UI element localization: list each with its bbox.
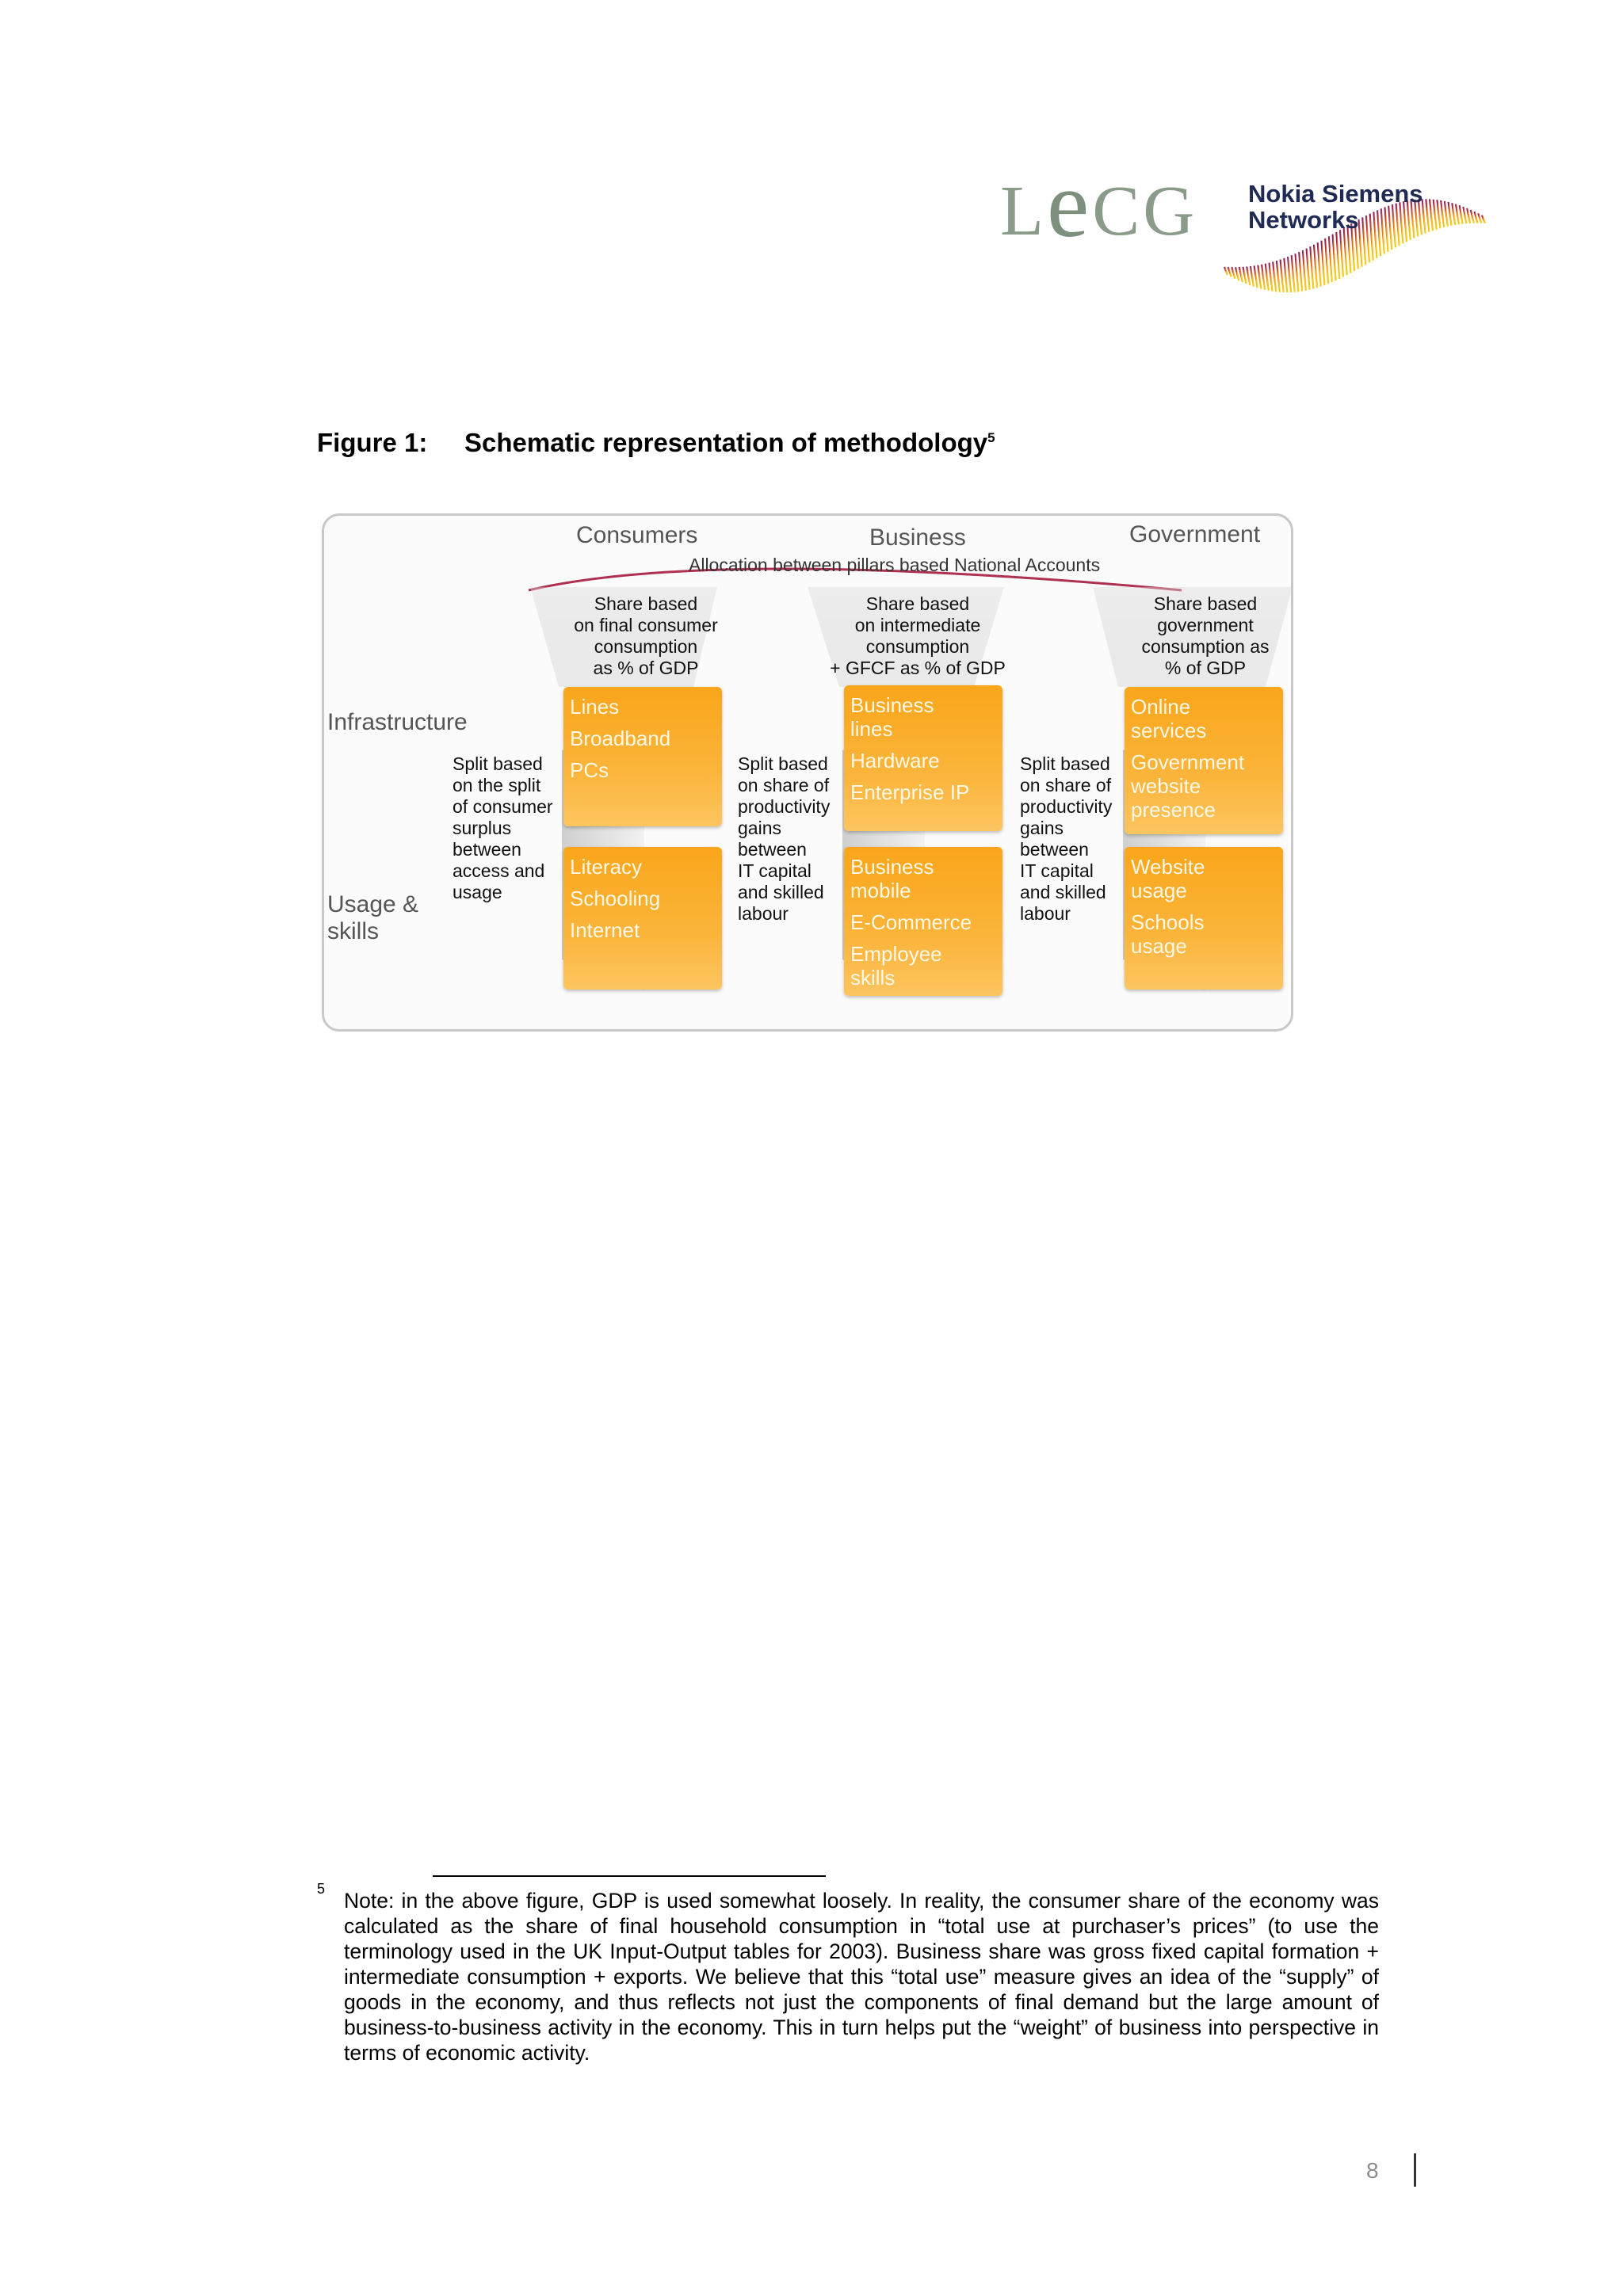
box-consumers-usage bbox=[563, 847, 722, 990]
methodology-diagram bbox=[322, 513, 1293, 1032]
wave-stripe bbox=[1329, 236, 1332, 282]
box-item: Literacy bbox=[570, 855, 643, 879]
box-item: Business lines bbox=[850, 693, 934, 741]
pillar-business: Business bbox=[869, 524, 966, 551]
wave-stripe bbox=[1471, 210, 1474, 223]
wave-stripe bbox=[1437, 200, 1440, 228]
wave-stripe bbox=[1445, 201, 1448, 227]
wave-stripe bbox=[1239, 267, 1243, 282]
government-split-text: Split based on share of productivity gains between IT capital and skilled labour bbox=[1020, 753, 1113, 924]
wave-stripe bbox=[1288, 257, 1291, 292]
box-item: Online services bbox=[1131, 695, 1207, 742]
wave-stripe bbox=[1344, 228, 1347, 276]
wave-stripe bbox=[1299, 252, 1302, 291]
box-item: Schooling bbox=[570, 887, 661, 910]
wave-stripe bbox=[1336, 232, 1339, 279]
wave-stripe bbox=[1434, 200, 1437, 230]
page-number-bar bbox=[1414, 2153, 1416, 2187]
box-government-infrastructure bbox=[1125, 687, 1283, 834]
wave-stripe bbox=[1340, 230, 1343, 277]
wave-stripe bbox=[1478, 213, 1481, 223]
figure-title bbox=[317, 428, 995, 458]
wave-stripe bbox=[1456, 204, 1459, 225]
footnote-ref: 5 bbox=[987, 430, 995, 445]
wave-stripe bbox=[1251, 266, 1254, 287]
wave-stripe bbox=[1273, 261, 1276, 292]
wave-stripe bbox=[1258, 265, 1261, 289]
footnote-number: 5 bbox=[317, 1881, 326, 1897]
wave-stripe bbox=[1235, 267, 1239, 280]
row-label-usage-skills: Usage & skills bbox=[327, 891, 419, 944]
box-item: Broadband bbox=[570, 727, 671, 750]
box-item: Hardware bbox=[850, 749, 940, 772]
box-business-infrastructure bbox=[844, 685, 1002, 831]
box-consumers-infrastructure bbox=[563, 687, 722, 826]
pillar-consumers: Consumers bbox=[576, 522, 698, 548]
consumer-split-text: Split based on the split of consumer surplus between access and usage bbox=[453, 753, 553, 902]
wave-stripe bbox=[1307, 249, 1310, 290]
page-number: 8 bbox=[1366, 2158, 1379, 2183]
box-item: Website usage bbox=[1131, 855, 1205, 902]
figure-number: Figure 1: bbox=[317, 428, 428, 457]
consumer-share-text: Share based on final consumer consumption as % of GDP bbox=[574, 593, 718, 678]
wave-stripe bbox=[1463, 207, 1466, 223]
business-split-text: Split based on share of productivity gains between IT capital and skilled labour bbox=[738, 753, 831, 924]
wave-stripe bbox=[1426, 199, 1429, 232]
wave-stripe bbox=[1303, 250, 1306, 291]
wave-stripe bbox=[1232, 267, 1235, 279]
box-item: E-Commerce bbox=[850, 910, 972, 934]
pillar-government: Government bbox=[1129, 521, 1261, 547]
wave-stripe bbox=[1277, 261, 1280, 292]
government-share-text: Share based government consumption as % of GDP bbox=[1141, 593, 1270, 678]
wave-stripe bbox=[1452, 203, 1455, 225]
box-item: Lines bbox=[570, 695, 620, 719]
wave-stripe bbox=[1430, 199, 1433, 231]
box-government-usage bbox=[1125, 847, 1283, 990]
box-business-usage bbox=[844, 847, 1002, 996]
figure-title-text: Schematic representation of methodology bbox=[464, 428, 988, 457]
wave-stripe bbox=[1467, 208, 1470, 223]
wave-stripe bbox=[1449, 202, 1452, 226]
box-item: PCs bbox=[570, 758, 609, 782]
wave-stripe bbox=[1475, 212, 1478, 223]
business-share-text: Share based on intermediate consumption + GFCF as % of GDP bbox=[830, 593, 1006, 678]
box-item: Employee skills bbox=[850, 942, 942, 990]
wave-stripe bbox=[1321, 241, 1324, 285]
wave-stripe bbox=[1262, 265, 1265, 290]
footnote-text: Note: in the above figure, GDP is used somewhat loosely. In reality, the consumer share of the economy was calculated as the share of final household consumption in “total use at purchaser’s prices” (to use the terminology used in the UK Input-Output tables for 2003). Business share was gross fixed capital formation + intermediate consumption + exports. We believe that this “total use” measure gives an idea of the “supply” of goods in the economy, and thus reflects not just the components of final demand but the large amount of business-to-business activity in the economy. This in turn helps put the “weight” of business into perspective in terms of economic activity. bbox=[344, 1889, 1379, 2065]
allocation-label: Allocation between pillars based National Accounts bbox=[689, 555, 1101, 575]
wave-stripe bbox=[1224, 267, 1228, 275]
wave-stripe bbox=[1310, 246, 1313, 288]
row-label-infrastructure: Infrastructure bbox=[327, 709, 468, 735]
wave-stripe bbox=[1482, 215, 1485, 223]
wave-stripe bbox=[1441, 200, 1444, 227]
lecg-logo: LeCG bbox=[1000, 151, 1198, 257]
nsn-logo-text: Nokia Siemens Networks bbox=[1248, 180, 1423, 234]
wave-stripe bbox=[1314, 245, 1317, 288]
box-item: Business mobile bbox=[850, 855, 934, 902]
wave-stripe bbox=[1460, 205, 1463, 223]
box-item: Government website presence bbox=[1131, 750, 1245, 822]
wave-stripe bbox=[1281, 259, 1284, 292]
wave-stripe bbox=[1243, 267, 1247, 284]
box-item: Internet bbox=[570, 918, 640, 942]
wave-stripe bbox=[1325, 238, 1328, 284]
wave-stripe bbox=[1228, 267, 1232, 277]
wave-stripe bbox=[1333, 235, 1336, 280]
wave-stripe bbox=[1254, 265, 1258, 288]
wave-stripe bbox=[1295, 254, 1298, 292]
wave-stripe bbox=[1266, 264, 1269, 291]
wave-stripe bbox=[1247, 266, 1250, 284]
wave-stripe bbox=[1292, 255, 1295, 292]
wave-stripe bbox=[1270, 263, 1273, 292]
wave-stripe bbox=[1318, 242, 1321, 286]
box-item: Enterprise IP bbox=[850, 780, 970, 804]
box-item: Schools usage bbox=[1131, 910, 1205, 958]
wave-stripe bbox=[1284, 258, 1287, 292]
footnote-rule bbox=[433, 1875, 826, 1877]
